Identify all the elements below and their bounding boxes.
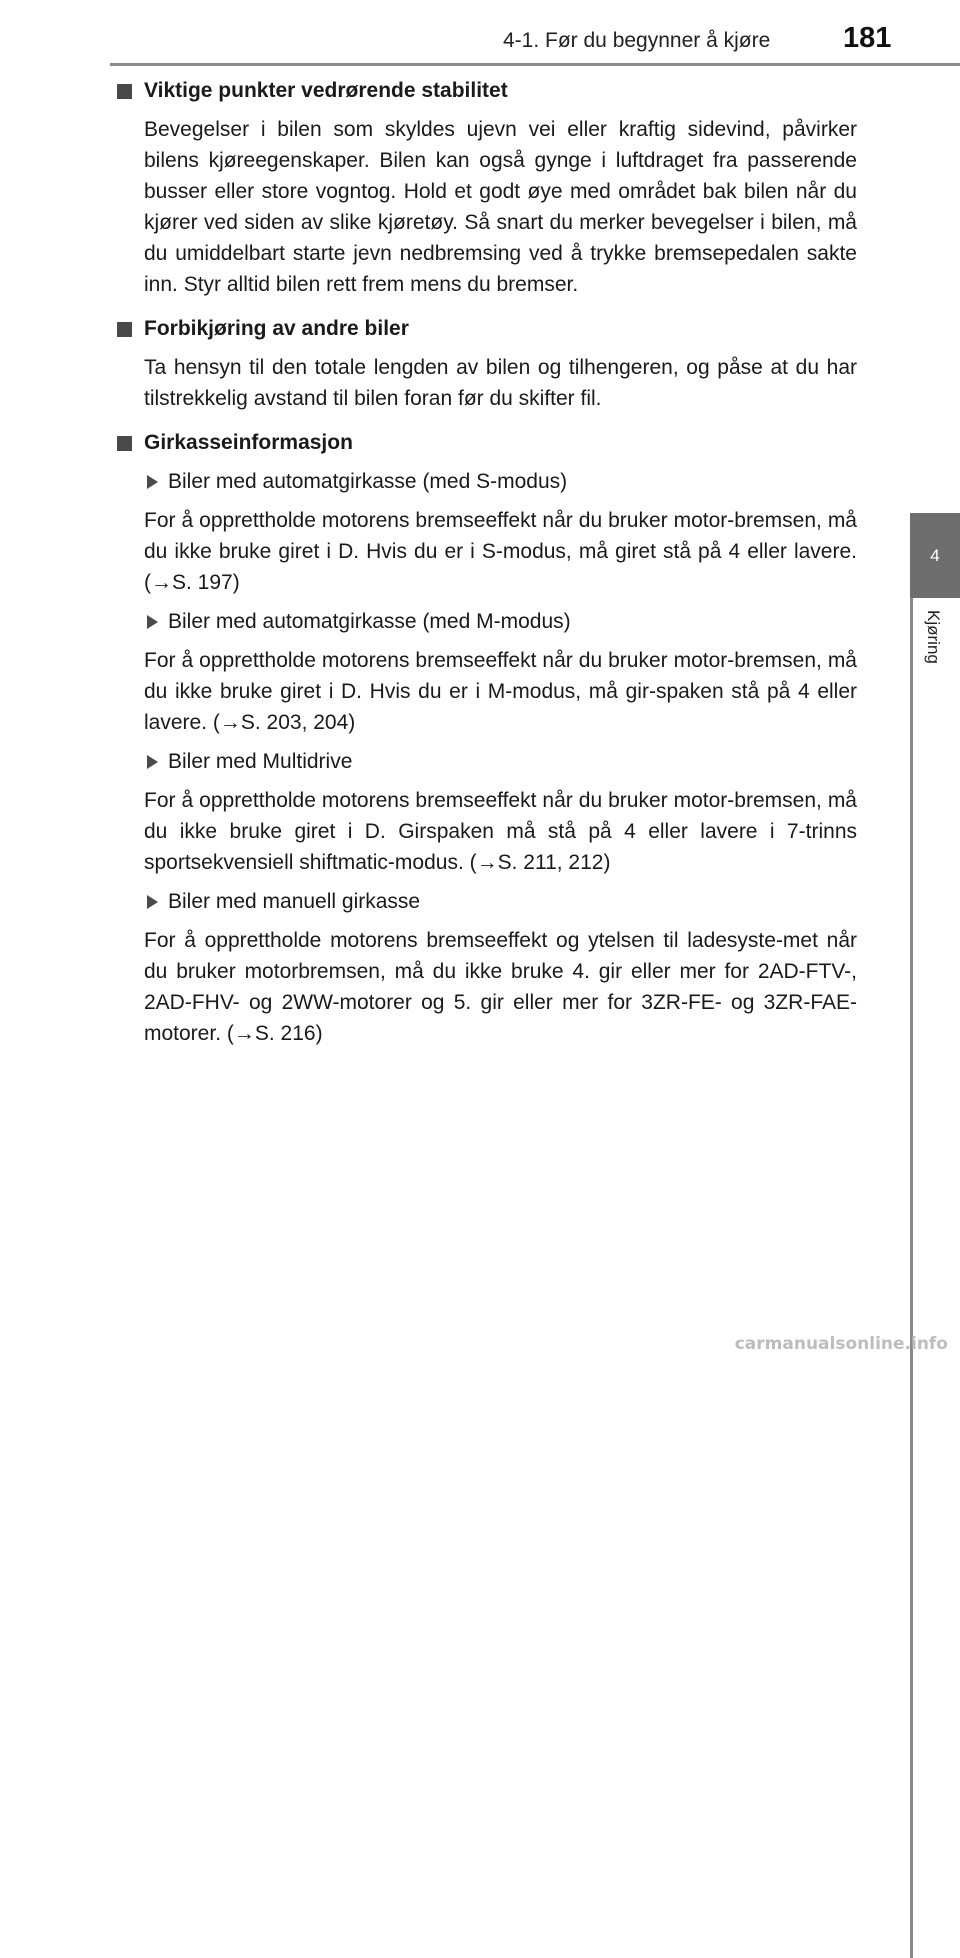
triangle-bullet-icon [147, 755, 158, 769]
subsection-body-manual: For å opprettholde motorens bremseeffekt og ytelsen til ladesyste-met når du bruker motorbremsen, må du ikke bruke 4. gir eller mer for 2AD-FTV-, 2AD-FHV- og 2WW-motorer og 5. gir eller mer for 3ZR-FE- og 3ZR-FAE-motorer. (→S. 216) [144, 929, 857, 1045]
subsection-body-automatic-m-mode: For å opprettholde motorens bremseeffekt når du bruker motor-bremsen, må du ikke bruke giret i D. Hvis du er i M-modus, må gir-spaken stå på 4 eller lavere. (→S. 203, 204) [144, 649, 857, 734]
square-bullet-icon [117, 322, 132, 337]
triangle-bullet-icon [147, 615, 158, 629]
subheading-automatic-s-mode [147, 466, 857, 497]
square-bullet-icon [117, 84, 132, 99]
header-section-title: 4-1. Før du begynner å kjøre [503, 29, 771, 52]
subheading-manual [147, 886, 857, 917]
triangle-bullet-icon [147, 895, 158, 909]
section-heading-stability [117, 76, 857, 106]
chapter-tab-number: 4 [930, 545, 940, 565]
section-heading-text: Viktige punkter vedrørende stabilitet [144, 79, 508, 102]
subheading-multidrive [147, 746, 857, 777]
watermark: carmanualsonline.info [734, 1334, 948, 1354]
subsection-body-multidrive: For å opprettholde motorens bremseeffekt når du bruker motor-bremsen, må du ikke bruke giret i D. Girspaken må stå på 4 eller lavere i 7-trinns sportsekvensiell shiftmatic-modus. (→S. 211, 212) [144, 789, 857, 874]
section-heading-transmission [117, 428, 857, 458]
subsection-body-automatic-s-mode: For å opprettholde motorens bremseeffekt når du bruker motor-bremsen, må du ikke bruke giret i D. Hvis du er i S-modus, må giret stå på 4 eller lavere. (→S. 197) [144, 509, 857, 594]
subheading-automatic-m-mode [147, 606, 857, 637]
square-bullet-icon [117, 436, 132, 451]
subheading-text: Biler med Multidrive [168, 750, 353, 773]
triangle-bullet-icon [147, 475, 158, 489]
section-heading-text: Forbikjøring av andre biler [144, 317, 409, 340]
page-content [117, 76, 857, 1049]
subheading-text: Biler med manuell girkasse [168, 890, 421, 913]
subheading-text: Biler med automatgirkasse (med S-modus) [168, 470, 568, 493]
chapter-side-strip [910, 598, 960, 1958]
chapter-tab-label: Kjøring [924, 610, 943, 664]
chapter-tab [910, 513, 960, 598]
page-number: 181 [843, 22, 892, 54]
section-heading-text: Girkasseinformasjon [144, 431, 353, 454]
section-heading-overtaking [117, 314, 857, 344]
subheading-text: Biler med automatgirkasse (med M-modus) [168, 610, 571, 633]
section-body-stability: Bevegelser i bilen som skyldes ujevn vei eller kraftig sidevind, påvirker bilens kjøreegenskaper. Bilen kan også gynge i luftdraget fra passerende busser eller store vogntog. Hold et godt øye med området bak bilen når du kjører ved siden av slike kjøretøy. Så snart du merker bevegelser i bilen, må du umiddelbart starte jevn nedbremsing ved å trykke bremsepedalen sakte inn. Styr alltid bilen rett frem mens du bremser. [144, 118, 857, 296]
header-divider [110, 63, 960, 66]
section-body-overtaking: Ta hensyn til den totale lengden av bilen og tilhengeren, og påse at du har tilstrekkelig avstand til bilen foran før du skifter fil. [144, 356, 857, 410]
